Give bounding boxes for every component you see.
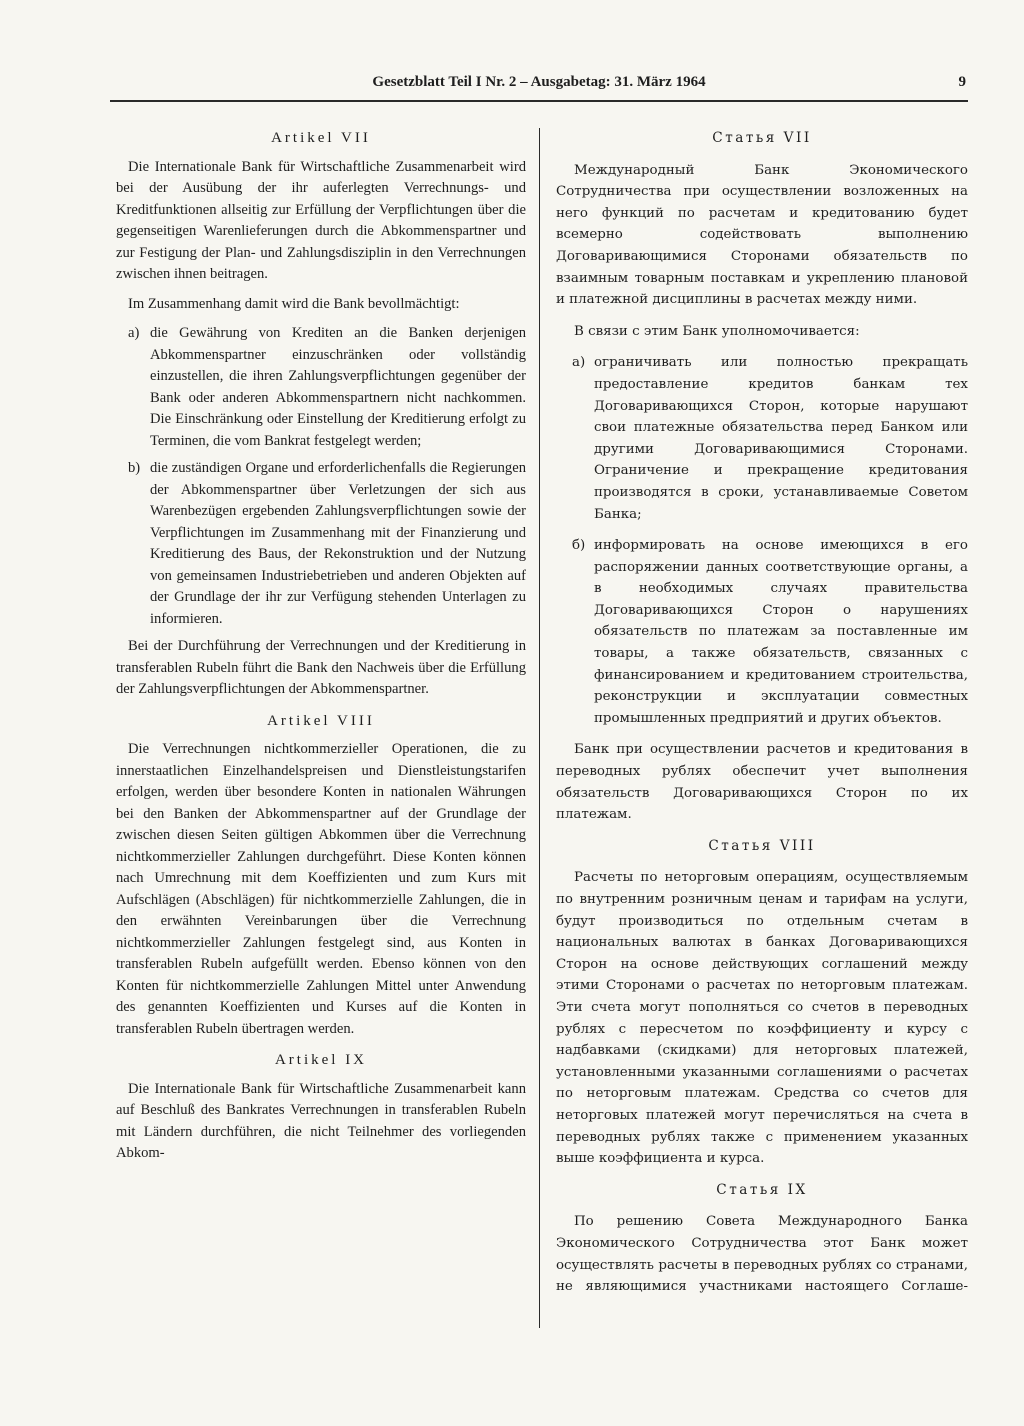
item-label: б) [572, 538, 586, 554]
article-9-paragraph-1: Die Internationale Bank für Wirtschaftliche Zusammenarbeit kann auf Beschluß des Bankrates Verrechnungen in transferablen Rubeln mit Ländern durchführen, die nicht Teilnehmer des vorliegenden Abkom- [116, 1080, 526, 1161]
statya-7-paragraph-2: В связи с этим Банк уполномочивается: [574, 323, 860, 339]
article-8-heading: Artikel VIII [267, 712, 375, 729]
gazette-title: Gesetzblatt Teil I Nr. 2 – Ausgabetag: 31. März 1964 [372, 74, 706, 90]
item-text: ограничивать или полностью прекращать предоставление кредитов банкам тех Договаривающихся Сторон, которые нарушают свои платежные обязательства перед Банком или другими Договаривающимися Сторонами. Ограничение и прекращение кредитования производятся в сроки, устанавливаемые Советом Банка; [594, 355, 968, 522]
item-label: b) [128, 460, 141, 476]
article-7-item-a [116, 323, 526, 452]
german-column [116, 126, 526, 1165]
article-7-paragraph-1: Die Internationale Bank für Wirtschaftliche Zusammenarbeit wird bei der Ausübung der ihr auferlegten Verrechnungs- und Kreditfunktionen allseitig zur Erfüllung der Verpflichtungen über die gegenseitigen Warenlieferungen durch die Abkommenspartner und zur Festigung der Plan- und Zahlungsdisziplin in den Verrechnungen zwischen ihnen beitragen. [116, 158, 526, 282]
item-text: die zuständigen Organe und erforderlichenfalls die Regierungen der Abkommenspartner über Verletzungen der sich aus Warenbezügen ergebenden Zahlungsverpflichtungen sowie der Verpflichtungen im Zusammenhang mit der Finanzierung und Kreditierung des Baus, der Rekonstruktion und der Nutzung von gemeinsamen Industriebetrieben und anderen Objekten auf der Grundlage der ihr zur Verfügung stehenden Unterlagen zu informieren. [150, 460, 526, 627]
item-label: a) [128, 325, 140, 341]
statya-8-heading: Статья VIII [708, 837, 816, 854]
statya-7-heading: Статья VII [712, 130, 812, 146]
statya-7-paragraph-1: Международный Банк Экономического Сотрудничества при осуществлении возложенных на него функций по расчетам и кредитованию будет всемерно содействовать выполнению Договаривающимися Сторонами обязательств по взаимным товарным поставкам и укреплению плановой и платежной дисциплины в расчетах между ними. [556, 162, 968, 308]
article-7-item-b [116, 458, 526, 630]
statya-9-paragraph-1: По решению Совета Международного Банка Экономического Сотрудничества этот Банк может осуществлять расчеты в переводных рублях со странами, не являющимися участниками настоящего Соглаше- [556, 1214, 968, 1295]
statya-8-paragraph-1: Расчеты по неторговым операциям, осуществляемым по внутренним розничным ценам и тарифам на услуги, будут производиться по отдельным счетам в национальных валютах в банках Договаривающихся Сторон на основе действующих соглашений между этими Сторонами о расчетах по неторговым платежам. Эти счета могут пополняться со счетов в переводных рублях с пересчетом по коэффициенту и курсу с надбавками (скидками) для неторговых платежей, установленными указанными соглашениями о расчетах по неторговым платежам. Средства со счетов для неторговых платежей могут перечисляться на счета в переводных рублях также с применением указанных выше коэффициента и курса. [556, 870, 968, 1167]
article-7-heading: Artikel VII [271, 130, 371, 146]
page-number: 9 [958, 74, 966, 90]
item-text: die Gewährung von Krediten an die Banken derjenigen Abkommenspartner einzuschränken oder vollständig einzustellen, die ihren Zahlungsverpflichtungen gegenüber der Bank oder anderen Abkommenspartnern nicht nachkommen. Die Einschränkung oder Einstellung der Kreditierung erfolgt zu Terminen, die vom Bankrat festgelegt werden; [150, 325, 526, 449]
article-7-paragraph-3: Bei der Durchführung der Verrechnungen und der Kreditierung in transferablen Rubeln führt die Bank den Nachweis über die Erfüllung der Zahlungsverpflichtungen der Abkommenspartner. [116, 638, 526, 697]
page-header [110, 70, 968, 102]
item-label: а) [572, 355, 586, 371]
statya-7-item-a [556, 352, 968, 525]
statya-7-paragraph-3: Банк при осуществлении расчетов и кредитования в переводных рублях обеспечит учет выполнения обязательств Договаривающихся Сторон по их платежам. [556, 742, 968, 823]
russian-column [556, 126, 968, 1308]
statya-7-item-b [556, 535, 968, 729]
article-9-heading: Artikel IX [274, 1052, 368, 1068]
statya-9-heading: Статья IX [716, 1181, 808, 1198]
article-8-paragraph-1: Die Verrechnungen nichtkommerzieller Operationen, die zu innerstaatlichen Einzelhandelspreisen und Dienstleistungstarifen erfolgen, werden über besondere Konten in nationalen Währungen bei den Banken der Abkommenspartner auf der Grundlage der zwischen diesen Seiten gültigen Abkommen über die Verrechnung nichtkommerzieller Zahlungen durchgeführt. Diese Konten können nach Umrechnung mit dem Koeffizienten und zum Kurs mit Aufschlägen (Abschlägen) für nichtkommerzielle Zahlungen, die in den erwähnten Vereinbarungen über die Verrechnung nichtkommerzieller Zahlungen festgelegt sind, aus Konten in transferablen Rubeln aufgefüllt werden. Ebenso können von den Konten für nichtkommerzielle Zahlungen Mittel unter Anwendung des genannten Koeffizienten und Kurses auf die Konten in transferablen Rubeln übertragen werden. [116, 741, 526, 1037]
column-divider [539, 128, 540, 1328]
article-7-paragraph-2: Im Zusammenhang damit wird die Bank bevollmächtigt: [128, 295, 460, 312]
item-text: информировать на основе имеющихся в его распоряжении данных соответствующие органы, а в необходимых случаях правительства Договаривающихся Сторон о нарушениях обязательств по платежам за поставленные им товары, а также обязательств, связанных с финансированием и кредитованием строительства, реконструкции и эксплуатации совместных промышленных предприятий и других объектов. [594, 538, 968, 726]
